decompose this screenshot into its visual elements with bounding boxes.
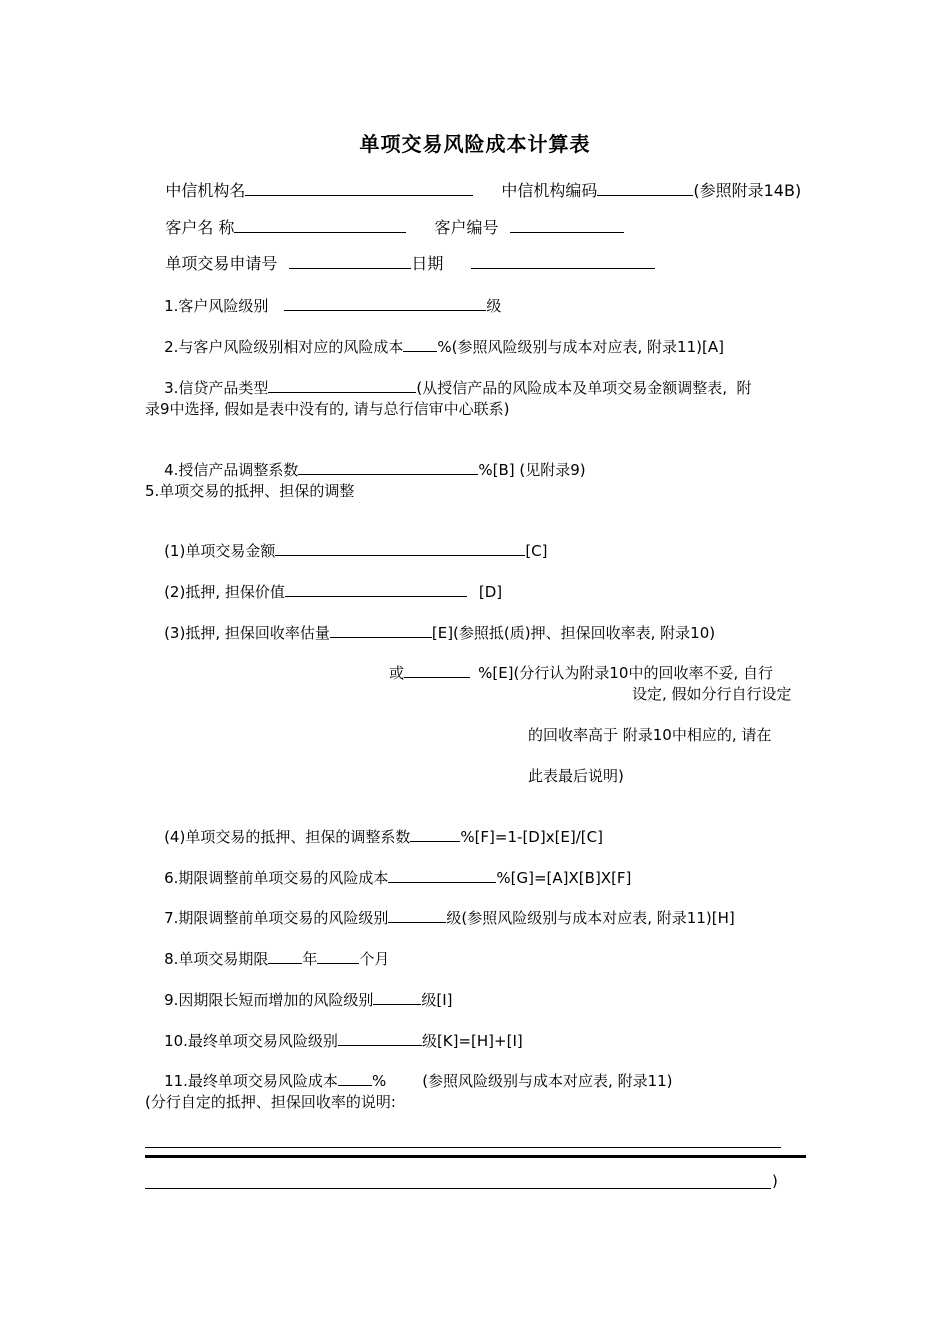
customer-no-label: 客户编号 — [434, 218, 499, 237]
item-6-formula: %[G]=[A]X[B]X[F] — [496, 869, 632, 887]
item-7-field[interactable] — [388, 908, 446, 923]
item-2-note: %(参照风险级别与成本对应表, 附录11)[A] — [437, 338, 724, 356]
item-5-1-ref: [C] — [525, 542, 548, 560]
document-title: 单项交易风险成本计算表 — [359, 132, 591, 156]
date-label: 日期 — [411, 254, 444, 273]
application-no-field[interactable] — [289, 254, 411, 269]
item-8-label: 8.单项交易期限 — [164, 950, 269, 968]
item-1-unit: 级 — [486, 297, 502, 315]
closing-paren: ) — [772, 1172, 778, 1190]
item-2-label: 2.与客户风险级别相对应的风险成本 — [164, 338, 404, 356]
item-5-3-label: (3)抵押, 担保回收率估量 — [164, 624, 330, 642]
item-9-label: 9.因期限长短而增加的风险级别 — [164, 991, 374, 1009]
customer-name-field[interactable] — [234, 218, 406, 233]
item-5-3-field[interactable] — [330, 623, 432, 638]
or-note: %[E](分行认为附录10中的回收率不妥, 自行 — [478, 664, 774, 682]
item-5-2-label: (2)抵押, 担保价值 — [164, 583, 285, 601]
item-4-note: %[B] (见附录9) — [478, 461, 586, 479]
item-11-field[interactable] — [338, 1071, 372, 1086]
item-5-4-formula: %[F]=1-[D]x[E]/[C] — [460, 828, 603, 846]
item-6-field[interactable] — [388, 868, 496, 883]
item-5-3-note: [E](参照抵(质)押、担保回收率表, 附录10) — [431, 624, 716, 642]
item-5-4-field[interactable] — [410, 827, 460, 842]
item-3-field[interactable] — [268, 378, 416, 393]
item-11-label: 11.最终单项交易风险成本 — [164, 1072, 338, 1090]
item-7-label: 7.期限调整前单项交易的风险级别 — [164, 909, 389, 927]
item-10-formula: 级[K]=[H]+[I] — [421, 1032, 523, 1050]
item-8-years-unit: 年 — [302, 950, 318, 968]
item-5-1-label: (1)单项交易金额 — [164, 542, 276, 560]
item-1-label: 1.客户风险级别 — [164, 297, 269, 315]
item-5-1-field[interactable] — [275, 541, 525, 556]
item-8-years-field[interactable] — [268, 949, 302, 964]
or-note-cont-2: 的回收率高于 附录10中相应的, 请在 — [528, 726, 772, 744]
item-9-ref: 级[I] — [421, 991, 453, 1009]
explanation-label: (分行自定的抵押、担保回收率的说明: — [145, 1093, 396, 1111]
or-label: 或 — [389, 664, 405, 682]
item-7-note: 级(参照风险级别与成本对应表, 附录11)[H] — [446, 909, 735, 927]
item-2-field[interactable] — [403, 337, 437, 352]
item-3-note: (从授信产品的风险成本及单项交易金额调整表, 附 — [416, 379, 752, 397]
item-5: 5.单项交易的抵押、担保的调整 — [145, 482, 355, 500]
institution-code-note: (参照附录14B) — [693, 181, 802, 200]
item-3-label: 3.信贷产品类型 — [164, 379, 269, 397]
item-5-4-label: (4)单项交易的抵押、担保的调整系数 — [164, 828, 411, 846]
institution-name-label: 中信机构名 — [165, 181, 246, 200]
item-6-label: 6.期限调整前单项交易的风险成本 — [164, 869, 389, 887]
item-9-field[interactable] — [373, 990, 421, 1005]
separator-rule — [145, 1155, 806, 1158]
item-5-2-field[interactable] — [285, 582, 467, 597]
item-8-months-field[interactable] — [317, 949, 359, 964]
item-10-field[interactable] — [338, 1031, 422, 1046]
item-11-note: (参照风险级别与成本对应表, 附录11) — [422, 1072, 673, 1090]
customer-no-field[interactable] — [510, 218, 624, 233]
date-field[interactable] — [471, 254, 655, 269]
institution-code-field[interactable] — [597, 181, 693, 196]
customer-name-label: 客户名 称 — [165, 218, 235, 237]
or-note-cont-1: 设定, 假如分行自行设定 — [632, 685, 792, 703]
item-4-label: 4.授信产品调整系数 — [164, 461, 299, 479]
item-10-label: 10.最终单项交易风险级别 — [164, 1032, 338, 1050]
item-4-field[interactable] — [298, 460, 478, 475]
item-8-months-unit: 个月 — [359, 950, 390, 968]
or-note-cont-3: 此表最后说明) — [528, 767, 624, 785]
item-5-3-alt-field[interactable] — [404, 663, 470, 678]
institution-code-label: 中信机构编码 — [501, 181, 598, 200]
application-no-label: 单项交易申请号 — [165, 254, 278, 273]
explanation-line-2[interactable] — [145, 1188, 771, 1189]
explanation-line-1[interactable] — [145, 1147, 781, 1148]
item-1-field[interactable] — [284, 296, 486, 311]
item-3-cont: 录9中选择, 假如是表中没有的, 请与总行信审中心联系) — [145, 400, 510, 418]
item-11-unit: % — [371, 1072, 387, 1090]
item-5-2-ref: [D] — [478, 583, 503, 601]
institution-name-field[interactable] — [245, 181, 473, 196]
